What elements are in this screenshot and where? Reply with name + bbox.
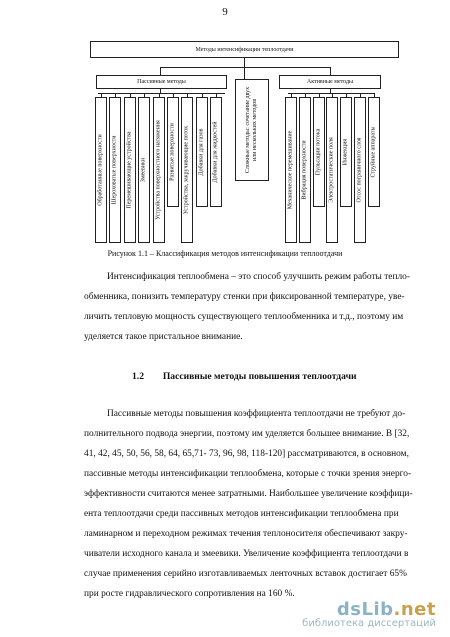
text-line: обменника, понизить температуру стенки при фиксированной температуре, уве- xyxy=(84,292,405,302)
active-methods-label: Активные методы xyxy=(306,79,354,85)
method-label: Пульсации потока xyxy=(315,128,322,176)
method-label: Перемешивающие устройства xyxy=(126,131,133,209)
method-label: Вибрация поверхности xyxy=(301,140,308,200)
method-label: Устройства, закручивающие поток xyxy=(183,125,190,215)
method-box xyxy=(95,97,107,243)
text-line: Пассивные методы повышения коэффициента теплоотдачи не требуют до- xyxy=(107,409,406,419)
connector xyxy=(244,58,245,67)
text-line: ента теплоотдачи среди пассивных методов интенсификации теплообмена при xyxy=(84,509,399,519)
text-line: случае применения серийно изготавливаемых ленточных вставок достигает 65% xyxy=(84,569,407,579)
section-title: Пассивные методы повышения теплоотдачи xyxy=(162,371,357,382)
text-line: личить тепловую мощность существующего теплообменника и т.д., поэтому им xyxy=(84,312,404,322)
method-box xyxy=(181,97,193,243)
method-box xyxy=(138,97,150,243)
method-label: Добавки для газов xyxy=(198,128,205,176)
method-box xyxy=(313,97,325,207)
section-number: 1.2 xyxy=(132,371,144,382)
method-label: Развитые поверхности xyxy=(169,123,176,181)
method-box xyxy=(196,97,208,207)
method-box xyxy=(167,97,179,207)
text-line: пассивные методы интенсификации теплообмена, которые с точки зрения энерго- xyxy=(84,469,412,479)
method-box xyxy=(285,97,297,243)
method-box xyxy=(109,97,121,243)
section-heading xyxy=(132,371,357,382)
compound-methods-label: Сложные методы: сочетание двух или нескольких методов xyxy=(245,86,258,174)
text-line: полнительного подвода энергии, поэтому им уделяется большее внимание. В [32, xyxy=(84,429,410,439)
passive-methods-label: Пассивные методы xyxy=(137,79,186,85)
text-line: ламинарном и переходном режимах течения теплоносителя обеспечивают закру- xyxy=(84,529,408,539)
text-line: 41, 42, 45, 50, 56, 58, 64, 65,71- 73, 96, 98, 118-120] рассматриваются, в основном, xyxy=(84,449,409,459)
connector xyxy=(244,67,245,79)
text-line: эффективности считаются менее затратными. Наибольшее увеличение коэффици- xyxy=(84,489,413,499)
method-label: Электростатические поля xyxy=(328,137,335,203)
method-box xyxy=(153,97,165,243)
figure-caption: Рисунок 1.1 – Классификация методов интенсификации теплоотдачи xyxy=(107,249,343,258)
diagram-root-label: Методы интенсификации теплоотдачи xyxy=(195,46,294,53)
method-label: Струйные аппараты xyxy=(370,126,377,178)
method-label: Инжекция xyxy=(342,138,349,166)
method-label: Шероховатые поверхности xyxy=(111,135,118,205)
connector xyxy=(288,93,374,94)
method-label: Механическое перемешивание xyxy=(287,130,294,210)
site-watermark xyxy=(302,599,436,629)
method-label: Отсос пограничного слоя xyxy=(356,137,363,203)
text-line: уделяется такое пристальное внимание. xyxy=(84,332,243,342)
connector xyxy=(160,67,330,68)
paragraph-passive-methods xyxy=(84,404,413,604)
text-line: при росте гидравлического сопротивления на 160 %. xyxy=(84,589,295,599)
method-label: Устройства поверхностного натяжения xyxy=(155,120,162,220)
method-box xyxy=(354,97,366,243)
text-line: чиватели исходного канала и змеевики. Увеличение коэффициента теплоотдачи в xyxy=(84,549,409,559)
page-number: 9 xyxy=(222,6,228,18)
passive-methods-box xyxy=(96,75,227,89)
text-line: Интенсификация теплообмена – это способ улучшить режим работы тепло- xyxy=(107,272,410,282)
method-label: Обработанные поверхности xyxy=(97,134,104,206)
method-box xyxy=(299,97,311,243)
active-methods-box xyxy=(279,75,381,89)
watermark-logo: dsLib.net xyxy=(336,599,436,620)
method-box xyxy=(326,97,338,243)
method-box xyxy=(124,97,136,243)
method-box xyxy=(340,97,352,207)
connector xyxy=(160,67,161,75)
watermark-subtitle: библиотека диссертаций xyxy=(302,618,436,629)
diagram-root-box xyxy=(90,41,399,58)
compound-methods-box xyxy=(235,79,269,181)
connector xyxy=(98,93,225,94)
connector xyxy=(330,67,331,75)
method-label: Змеевики xyxy=(140,157,147,183)
method-box xyxy=(210,97,222,207)
paragraph-intro xyxy=(84,267,410,347)
method-label: Добавки для жидкостей xyxy=(212,121,219,183)
method-box xyxy=(368,97,380,207)
